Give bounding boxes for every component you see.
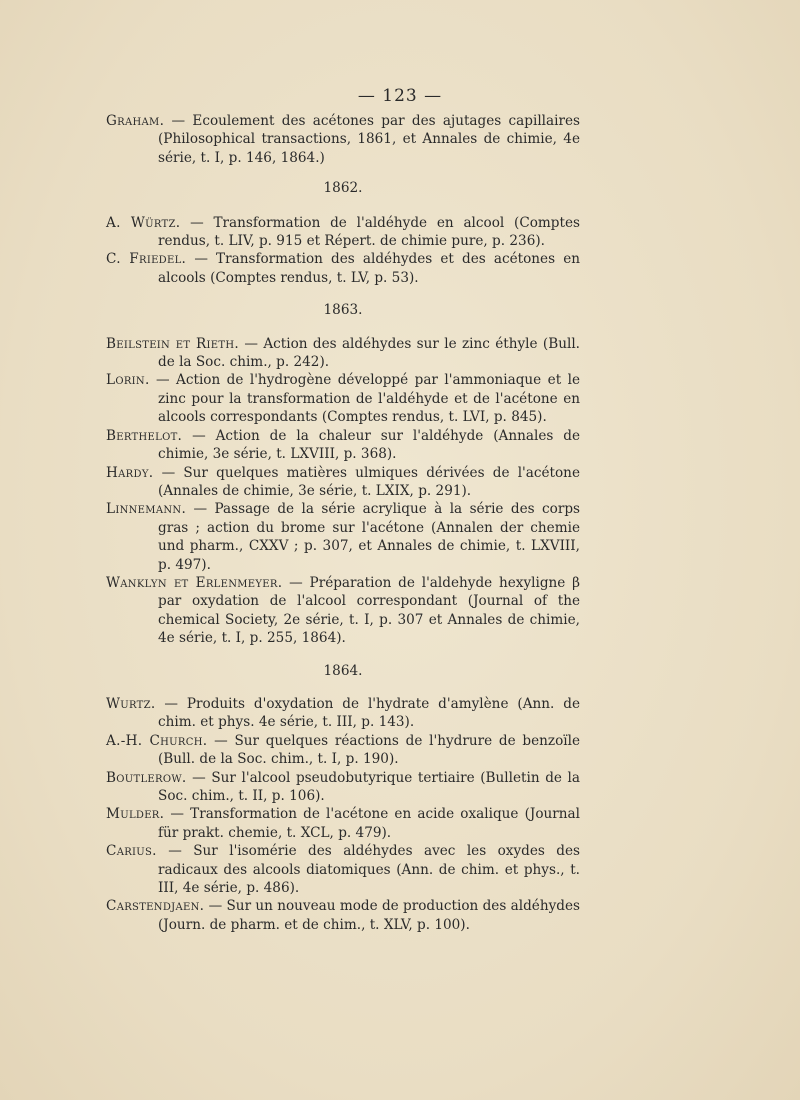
entry-author: Beilstein et Rieth. — [106, 335, 239, 352]
entry-author: Linnemann. — [106, 501, 187, 518]
section-1863 — [106, 301, 580, 647]
entry-text: — Sur quelques matières ulmiques dérivées de l'acétone (Annales de chimie, 3e série, t. LXIX, p. 291). — [158, 464, 580, 499]
entry-text: — Produits d'oxydation de l'hydrate d'amylène (Ann. de chim. et phys. 4e série, t. III, p. 143). — [158, 695, 580, 731]
section-1864 — [106, 662, 580, 935]
entry-author: A.-H. Church. — [106, 732, 208, 749]
section-continuation — [106, 112, 580, 167]
entry-text: — Action de l'hydrogène développé par l'ammoniaque et le zinc pour la transformation de l'aldéhyde et de l'acétone en alcools correspondants (Comptes rendus, t. LVI, p. 845). — [156, 372, 580, 426]
bibliography-entry — [106, 695, 580, 732]
bibliography-entry — [106, 427, 580, 464]
entry-author: Carstendjaen. — [106, 898, 205, 915]
entry-author: Mulder. — [106, 806, 165, 823]
entry-text: — Transformation de l'aldéhyde en alcool (Comptes rendus, t. LIV, p. 915 et Répert. de chimie pure, p. 236). — [158, 214, 580, 250]
entry-author: Boutlerow. — [106, 769, 187, 786]
entry-author: Berthelot. — [106, 427, 183, 444]
bibliography-entry — [106, 335, 580, 372]
bibliography-entry — [106, 371, 580, 426]
bibliography-entry — [106, 500, 580, 574]
bibliography — [106, 112, 580, 934]
entry-text: — Sur un nouveau mode de production des aldéhydes (Journ. de pharm. et de chim., t. XLV, p. 100). — [158, 898, 580, 933]
bibliography-entry — [106, 464, 580, 501]
entry-author: Graham. — [106, 113, 165, 129]
entry-text: — Ecoulement des acétones par des ajutages capillaires (Philosophical transactions, 1861, et Annales de chimie, 4e série, t. I, p. 146, 1864.) — [158, 113, 580, 166]
entry-text: — Action des aldéhydes sur le zinc éthyle (Bull. de la Soc. chim., p. 242). — [158, 335, 581, 371]
entry-author: Hardy. — [106, 464, 154, 481]
bibliography-entry — [106, 732, 580, 769]
entry-author: Wurtz. — [106, 695, 156, 712]
bibliography-entry — [106, 897, 580, 934]
entry-text: — Passage de la série acrylique à la série des corps gras ; action du brome sur l'acétone (Annalen der chemie und pharm., CXXV ; p. 307, et Annales de chimie, t. LXVIII, p. 497). — [158, 501, 580, 573]
entry-author: A. Würtz. — [106, 214, 181, 231]
entry-text: — Transformation des aldéhydes et des acétones en alcools (Comptes rendus, t. LV, p. 53). — [158, 251, 580, 286]
entry-text: — Transformation de l'acétone en acide oxalique (Journal für prakt. chemie, t. XCL, p. 479). — [158, 806, 580, 841]
year-heading: 1863. — [323, 302, 363, 319]
page-number: — 123 — — [357, 86, 443, 106]
entry-author: Wanklyn et Erlenmeyer. — [106, 574, 283, 591]
bibliography-entry — [106, 769, 580, 806]
entry-text: — Sur l'isomérie des aldéhydes avec les oxydes des radicaux des alcools diatomiques (Ann. de chim. et phys., t. III, 4e série, p. 486). — [158, 843, 580, 897]
bibliography-entry — [106, 574, 580, 648]
entry-author: C. Friedel. — [106, 251, 187, 268]
entry-text: — Sur l'alcool pseudobutyrique tertiaire (Bulletin de la Soc. chim., t. II, p. 106). — [158, 769, 580, 804]
bibliography-entry — [106, 112, 580, 167]
bibliography-entry — [106, 214, 580, 251]
bibliography-entry — [106, 842, 580, 897]
entry-text: — Action de la chaleur sur l'aldéhyde (Annales de chimie, 3e série, t. LXVIII, p. 368). — [158, 427, 581, 463]
entry-text: — Préparation de l'aldehyde hexyligne β par oxydation de l'alcool correspondant (Journal of the chemical Society, 2e série, t. I, p. 307 et Annales de chimie, 4e série, t. I, p. 255, 1864). — [158, 574, 580, 647]
entry-text: — Sur quelques réactions de l'hydrure de benzoïle (Bull. de la Soc. chim., t. I, p. 190). — [158, 732, 580, 768]
entry-author: Lorin. — [106, 372, 150, 389]
bibliography-entry — [106, 250, 580, 287]
section-1862 — [106, 179, 580, 287]
bibliography-entry — [106, 805, 580, 842]
entry-author: Carius. — [106, 843, 157, 860]
year-heading: 1862. — [323, 180, 363, 197]
year-heading: 1864. — [323, 662, 363, 679]
